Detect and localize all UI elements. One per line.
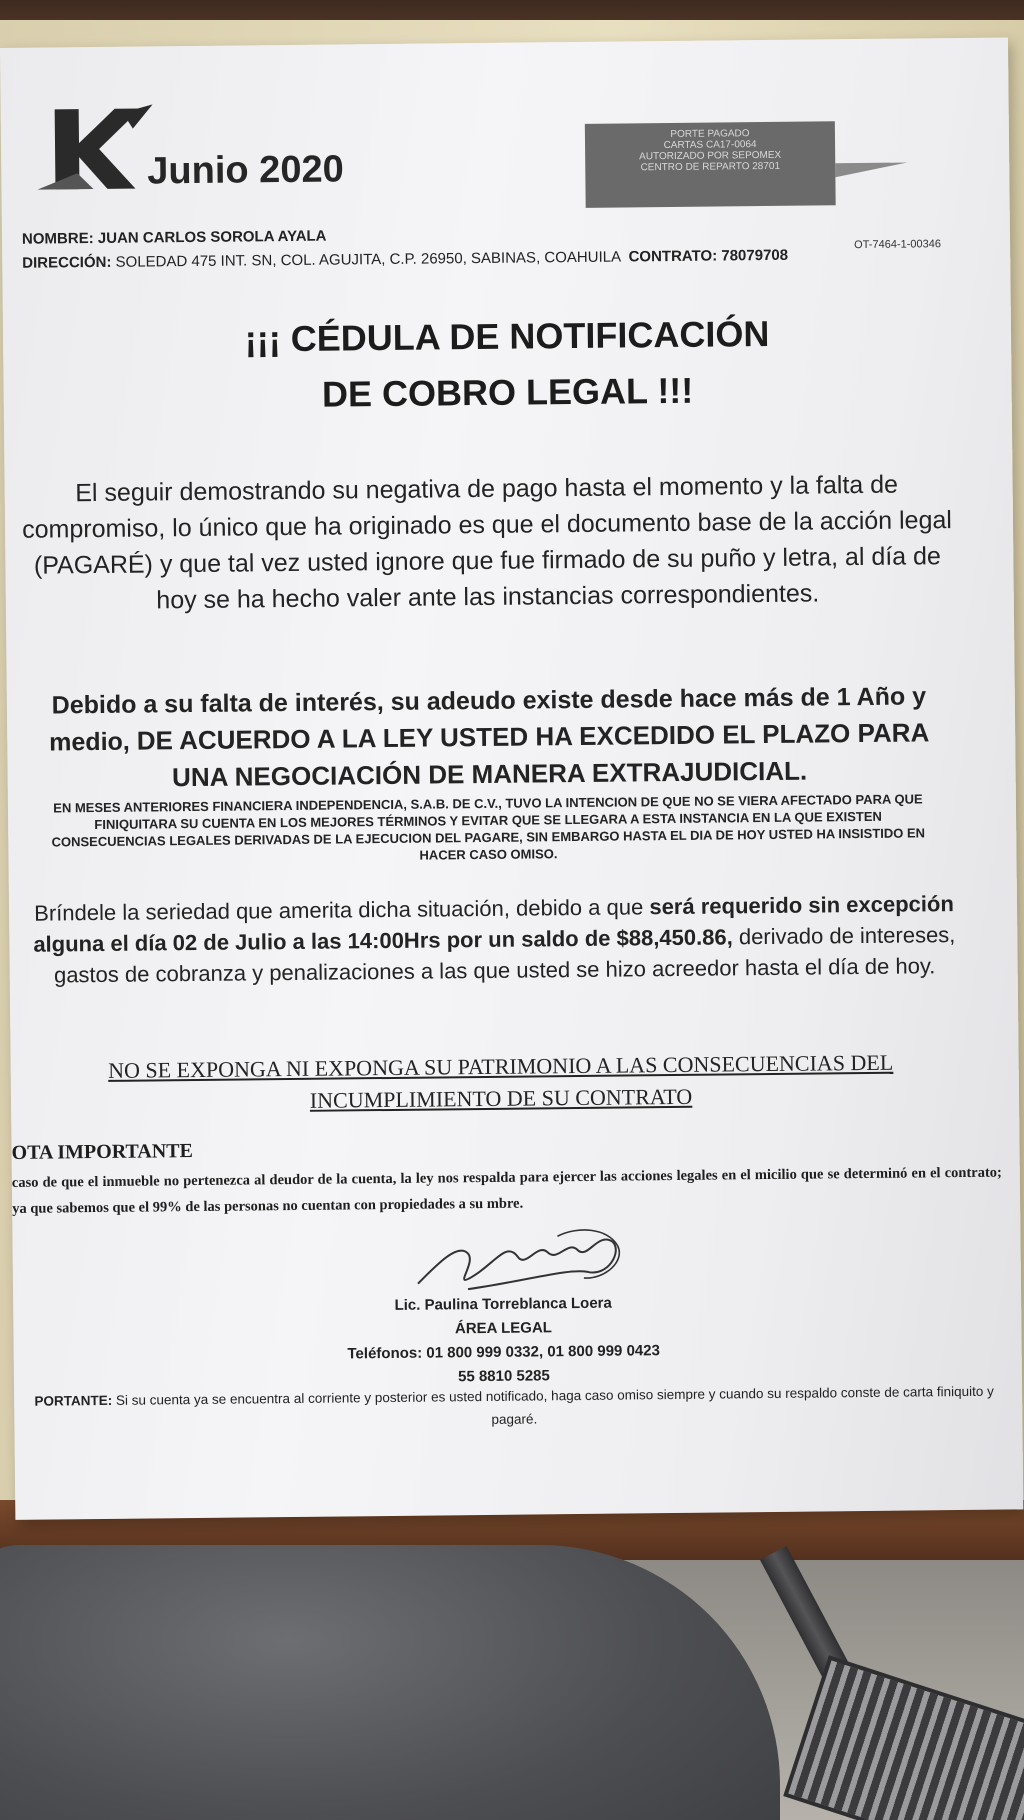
recipient-name: JUAN CARLOS SOROLA AYALA [97,227,327,247]
stamp-line: PORTE PAGADO [670,128,750,140]
contract-number: 78079708 [721,246,789,265]
signatory-area: ÁREA LEGAL [454,1319,552,1338]
gray-chair-cushion [0,1545,780,1820]
paragraph-2-caps: DE ACUERDO A LA LEY USTED HA EXCEDIDO EL PLAZO PARA UNA NEGOCIACIÓN DE MANERA EXTRAJUDICIAL. [136,717,930,793]
signatory-phones: Teléfonos: 01 800 999 0332, 01 800 999 0423 [347,1342,660,1363]
stamp-line: AUTORIZADO POR SEPOMEX [639,149,782,163]
folio-number: OT-7464-1-00346 [854,238,942,252]
recipient-block [22,218,982,276]
footer-notice [14,1379,1014,1435]
paragraph-1: El seguir demostrando su negativa de pago hasta el momento y la falta de compromiso, lo único que ha originado es que el documento base de la acción legal (PAGARÉ) y que tal vez usted ignore que fue firmado de su puño y letra, al día de hoy se ha hecho valer ante las instancias correspondientes. [22,470,953,615]
stamp-line: CARTAS CA17-0064 [663,139,757,152]
address-label: DIRECCIÓN: [22,253,112,272]
paragraph-3: EN MESES ANTERIORES FINANCIERA INDEPENDENCIA, S.A.B. DE C.V., TUVO LA INTENCION DE QUE NO SE VIERA AFECTADO PARA QUE FINIQUITARA SU CUENTA EN LOS MEJORES TÉRMINOS Y EVITAR QUE SE LLEGARA A ESTA INSTANCIA EN LA QUE EXISTEN CONSECUENCIAS LEGALES DERIVADAS DE LA EJECUCION DEL PAGARE, SIN EMBARGO HASTA EL DIA DE HOY USTED HA INSISTIDO EN HACER CASO OMISO. [51,791,926,863]
postage-stamp-box [585,121,836,208]
name-label: NOMBRE: [21,230,94,248]
title-line-2: DE COBRO LEGAL !!! [321,369,694,415]
document-title [3,303,1012,426]
warning-line-1: NO SE EXPONGA NI EXPONGA SU PATRIMONIO A LAS CONSECUENCIAS DEL [107,1049,894,1083]
signatory-block [273,1290,734,1391]
k-logo-icon [37,102,154,195]
title-line-1: ¡¡¡ CÉDULA DE NOTIFICACIÓN [244,312,770,360]
recipient-address: SOLEDAD 475 INT. SN, COL. AGUJITA, C.P. 26950, SABINAS, COAHUILA [115,248,621,271]
warning-notice [41,1046,962,1120]
contract-label: CONTRATO: [628,247,718,266]
notification-letter [0,37,1023,1519]
paragraph-2 [19,678,960,798]
note-title: OTA IMPORTANTE [11,1140,194,1164]
paragraph-2-lead: Debido a su falta de interés, su adeudo existe desde hace más de 1 Año y medio, [49,682,927,757]
footer-text: Si su cuenta ya se encuentra al corriente y posterior es usted notificado, haga caso omiso siempre y cuando su respaldo conste de carta finiquito y pagaré. [115,1383,994,1427]
logo-month: Junio 2020 [147,148,344,193]
footer-label: PORTANTE: [34,1392,113,1409]
stamp-arrow-shape [835,163,907,178]
warning-line-2: INCUMPLIMIENTO DE SU CONTRATO [309,1083,693,1113]
signatory-phone-2: 55 8810 5285 [457,1367,550,1386]
paragraph-4-tail: derivado de intereses, gastos de cobranza y penalizaciones a las que usted se hizo acreedor hasta el día de hoy. [53,922,956,988]
paragraph-4-bold: será requerido sin excepción alguna el día 02 de Julio a las 14:00Hrs por un saldo de $88,450.86, [33,891,954,957]
stamp-line: CENTRO DE REPARTO 28701 [640,160,781,174]
paragraph-4-lead: Bríndele la seriedad que amerita dicha situación, debido a que [34,894,644,926]
paragraph-4 [29,888,960,991]
signatory-name: Lic. Paulina Torreblanca Loera [394,1294,612,1314]
note-body: caso de que el inmueble no pertenezca al deudor de la cuenta, la ley nos respalda para ejercer las acciones legales en el micilio que se determinó en el contrato; ya que sabemos que el 99% de las personas no cuentan con propiedades a su mbre. [11,1164,1002,1217]
